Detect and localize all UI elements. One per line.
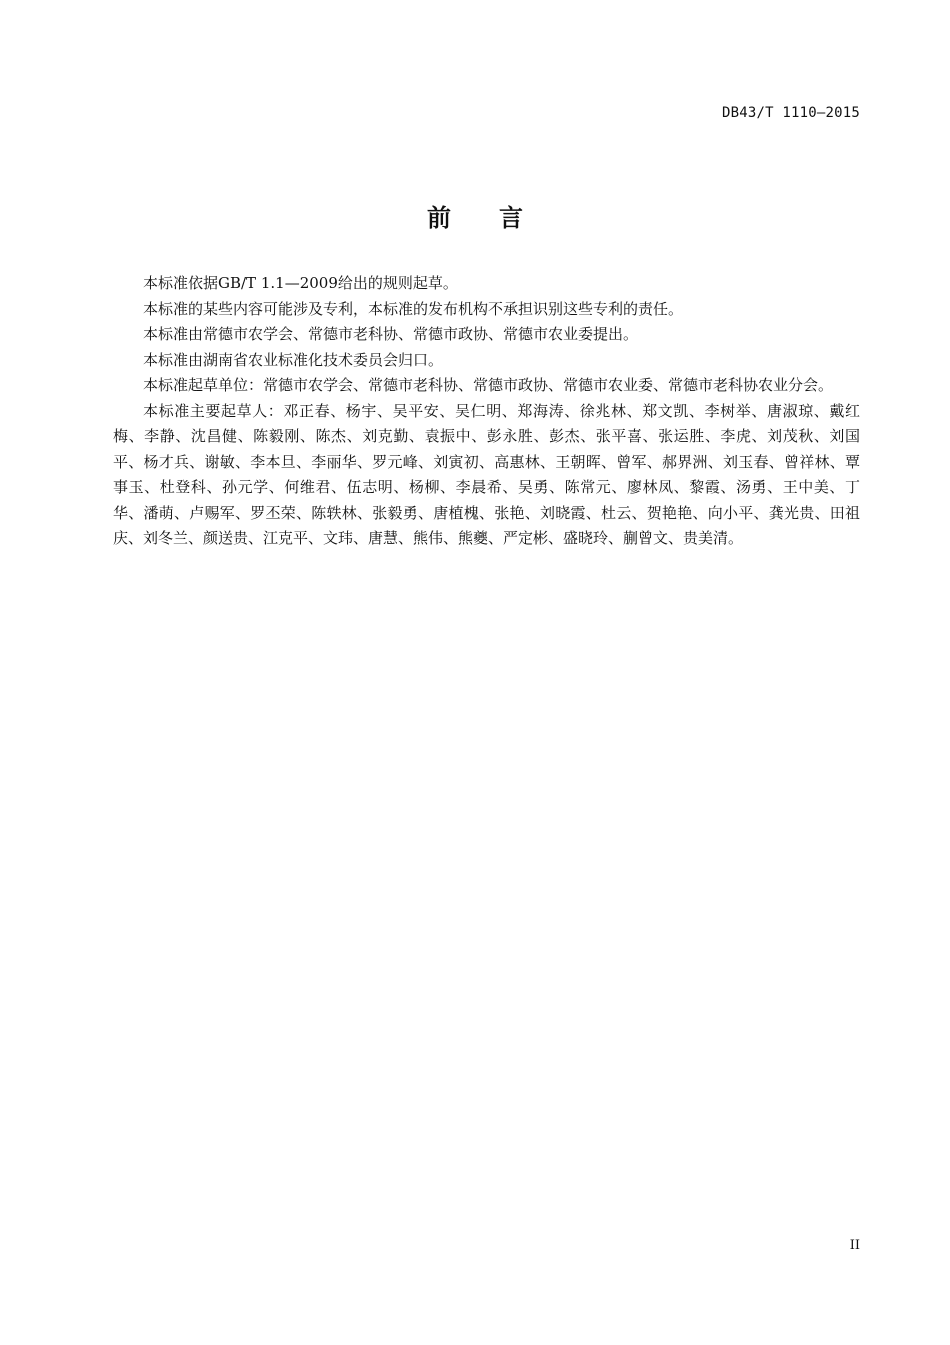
foreword-body — [113, 271, 860, 552]
document-code: DB43/T 1110—2015 — [721, 105, 860, 121]
paragraph-drafting-rules: 本标准依据GB/T 1.1—2009给出的规则起草。 — [143, 274, 458, 292]
page-title: 前言 — [427, 204, 571, 232]
paragraph-administered-by: 本标准由湖南省农业标准化技术委员会归口。 — [143, 350, 444, 369]
paragraph-main-drafters: 本标准主要起草人：邓正春、杨宇、吴平安、吴仁明、郑海涛、徐兆林、郑文凯、李树举、唐淑琼、戴红梅、李静、沈昌健、陈毅刚、陈杰、刘克勤、袁振中、彭永胜、彭杰、张平喜、张运胜、李虎、刘茂秋、刘国平、杨才兵、谢敏、李本旦、李丽华、罗元峰、刘寅初、高惠林、王朝晖、曾军、郝界洲、刘玉春、曾祥林、覃事玉、杜登科、孙元学、何维君、伍志明、杨柳、李晨希、吴勇、陈常元、廖林凤、黎霞、汤勇、王中美、丁华、潘萌、卢赐军、罗丕荣、陈轶林、张毅勇、唐植槐、张艳、刘晓霞、杜云、贺艳艳、向小平、龚光贵、田祖庆、刘冬兰、颜送贵、江克平、文玮、唐慧、熊伟、熊夔、严定彬、盛晓玲、蒯曾文、贵美清。 — [113, 401, 860, 547]
paragraph-drafting-units: 本标准起草单位：常德市农学会、常德市老科协、常德市政协、常德市农业委、常德市老科协农业分会。 — [143, 376, 834, 394]
page-number: II — [849, 1238, 860, 1253]
paragraph-proposed-by: 本标准由常德市农学会、常德市老科协、常德市政协、常德市农业委提出。 — [143, 325, 639, 343]
paragraph-patent-notice: 本标准的某些内容可能涉及专利，本标准的发布机构不承担识别这些专利的责任。 — [143, 299, 684, 318]
